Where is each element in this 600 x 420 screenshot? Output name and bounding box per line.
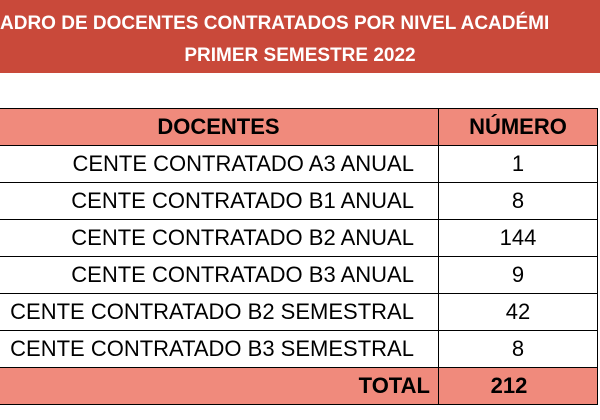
row-label: CENTE CONTRATADO B3 ANUAL [71,262,414,287]
row-label: CENTE CONTRATADO B1 ANUAL [71,188,414,213]
title-banner [0,0,600,73]
row-value: 42 [438,294,597,331]
row-value: 8 [438,331,597,368]
row-label: CENTE CONTRATADO B3 SEMESTRAL [10,336,414,361]
row-value: 9 [438,257,597,294]
table-row [0,257,598,294]
total-label: TOTAL [0,368,438,405]
row-label: CENTE CONTRATADO B2 ANUAL [71,225,414,250]
table-row [0,220,598,257]
row-label-cell [0,183,438,220]
row-label-cell [0,257,438,294]
row-value: 144 [438,220,597,257]
title-line-2: PRIMER SEMESTRE 2022 [184,45,416,66]
row-label-cell [0,146,438,183]
table-row [0,146,598,183]
row-label: CENTE CONTRATADO B2 SEMESTRAL [10,299,414,324]
table-row [0,294,598,331]
row-label-cell [0,294,438,331]
row-value: 1 [438,146,597,183]
row-label: CENTE CONTRATADO A3 ANUAL [72,151,414,176]
total-value: 212 [438,368,597,405]
table-row [0,183,598,220]
row-value: 8 [438,183,597,220]
table-row [0,331,598,368]
title-line-1: ADRO DE DOCENTES CONTRATADOS POR NIVEL ACADÉMI [0,13,550,34]
table-header-row [0,109,598,146]
row-label-cell [0,220,438,257]
header-docentes: DOCENTES [0,109,438,146]
header-numero: NÚMERO [438,109,597,146]
total-row [0,368,598,405]
teachers-table [0,108,598,405]
row-label-cell [0,331,438,368]
